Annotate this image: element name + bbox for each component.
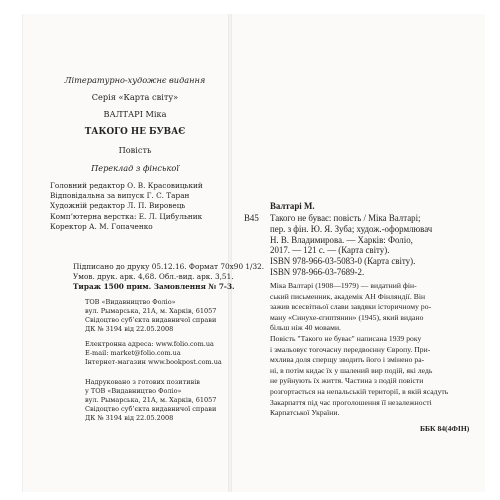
bib-line: Н. В. Владимирова. — Харків: Фоліо, — [270, 234, 413, 245]
printing-block — [85, 378, 216, 423]
series-name: Серія «Карта світу» — [91, 92, 179, 102]
book-gutter — [228, 14, 232, 492]
series-type: Літературно-художнє видання — [64, 75, 206, 85]
print-spec-line: Умов. друк. арк. 4,68. Обл.-вид. арк. 3,51. — [73, 272, 234, 282]
book-title: ТАКОГО НЕ БУВАЄ — [84, 127, 186, 137]
annotation-line: ману «Синухе-єгиптянин» (1945), який видано — [270, 312, 424, 322]
annotation-line: ні, в потім кидає їх у шалений вир подій, які ледь — [270, 365, 433, 375]
author-name: ВАЛТАРІ Міка — [103, 109, 167, 119]
bib-line: ISBN 978-966-03-5083-0 (Карта світу). — [270, 256, 416, 267]
printing-line: у ТОВ «Видавництво Фоліо» — [85, 386, 182, 395]
translation-note: Переклад з фінської — [91, 163, 179, 173]
credit-line: Коректор А. М. Гопаченко — [50, 221, 153, 231]
printing-line: вул. Рымарська, 21А, м. Харків, 61057 — [85, 395, 217, 404]
publisher-line: Свідоцтво суб’єкта видавничої справи — [85, 315, 217, 324]
bib-line: Такого не буває: повість / Міка Валтарі; — [270, 213, 421, 223]
annotation-block — [270, 281, 448, 419]
credits-block — [50, 181, 203, 232]
publisher-line: ТОВ «Видавництво Фоліо» — [85, 298, 176, 306]
annotation-line: Карпатської України. — [270, 408, 340, 418]
credit-line: Відповідальна за випуск Г. С. Таран — [50, 191, 190, 201]
bibliographic-record — [270, 213, 432, 278]
annotation-line: ський письменник, академік АН Фінляндії. Він — [270, 291, 426, 301]
annotation-line: мхлива доля сперщу зводить його і змінено ра- — [270, 355, 425, 365]
contact-line: E-mail: market@folio.com.ua — [85, 348, 181, 357]
annotation-line: і змальовує тогочасну передвоєнну Європу. При- — [270, 344, 431, 354]
bib-line: пер. з фін. Ю. Я. Зуба; худож.-оформлювач — [270, 223, 433, 234]
author-heading: Валтарі М. — [270, 201, 315, 211]
credit-line: Художній редактор Л. П. Вировець — [50, 201, 186, 211]
annotation-line: Закарпаття під час проголошення її незалежності — [270, 397, 432, 407]
annotation-line: не руйнують їх життя. Частина з подій повісти — [270, 376, 424, 386]
publisher-line: вул. Рымарська, 21А, м. Харків, 61057 — [85, 306, 217, 315]
bbk-code: ББК 84(4ФІН) — [420, 424, 470, 433]
contact-line: Інтернет-магазин www.bookpost.com.ua — [85, 357, 222, 366]
bib-line: ISBN 978-966-03-7689-2. — [270, 266, 365, 277]
annotation-line: більш ніж 40 мовами. — [270, 323, 342, 333]
publisher-line: ДК № 3194 від 22.05.2008 — [85, 324, 174, 333]
printing-line: Свідоцтво суб’єкта видавничої справи — [85, 404, 217, 413]
print-spec-line: Підписано до друку 05.12.16. Формат 70х90 1/32. — [73, 262, 265, 271]
book-genre: Повість — [118, 145, 152, 155]
annotation-line: Міка Валтарі (1908—1979) — видатний фін- — [270, 281, 417, 290]
annotation-line: розгортається на непальській території, в якій ясадуть — [270, 386, 449, 396]
printing-line: Надруковано з готових позитивів — [85, 378, 200, 386]
contacts-block — [85, 340, 222, 367]
print-specs-block — [73, 262, 264, 293]
annotation-line: зажив всесвітньої слави завдяки історичному ро- — [270, 302, 432, 312]
annotation-line: Повість "Такого не буває" написана 1939 року — [270, 333, 422, 343]
print-spec-line: Тираж 1500 прим. Замовлення № 7-3. — [73, 282, 235, 292]
publisher-block — [85, 298, 216, 334]
credit-line: Головний редактор О. В. Красовицький — [50, 181, 203, 190]
printing-line: ДК № 3194 від 22.05.2008 — [85, 413, 174, 422]
bib-line: 2017. — 121 с. — (Карта світу). — [270, 245, 390, 256]
contact-line: Електронна адреса: www.folio.com.ua — [85, 340, 214, 348]
classification-code: В45 — [244, 213, 259, 223]
credit-line: Комп’ютерна верстка: Е. Л. Цибульник — [50, 211, 203, 221]
